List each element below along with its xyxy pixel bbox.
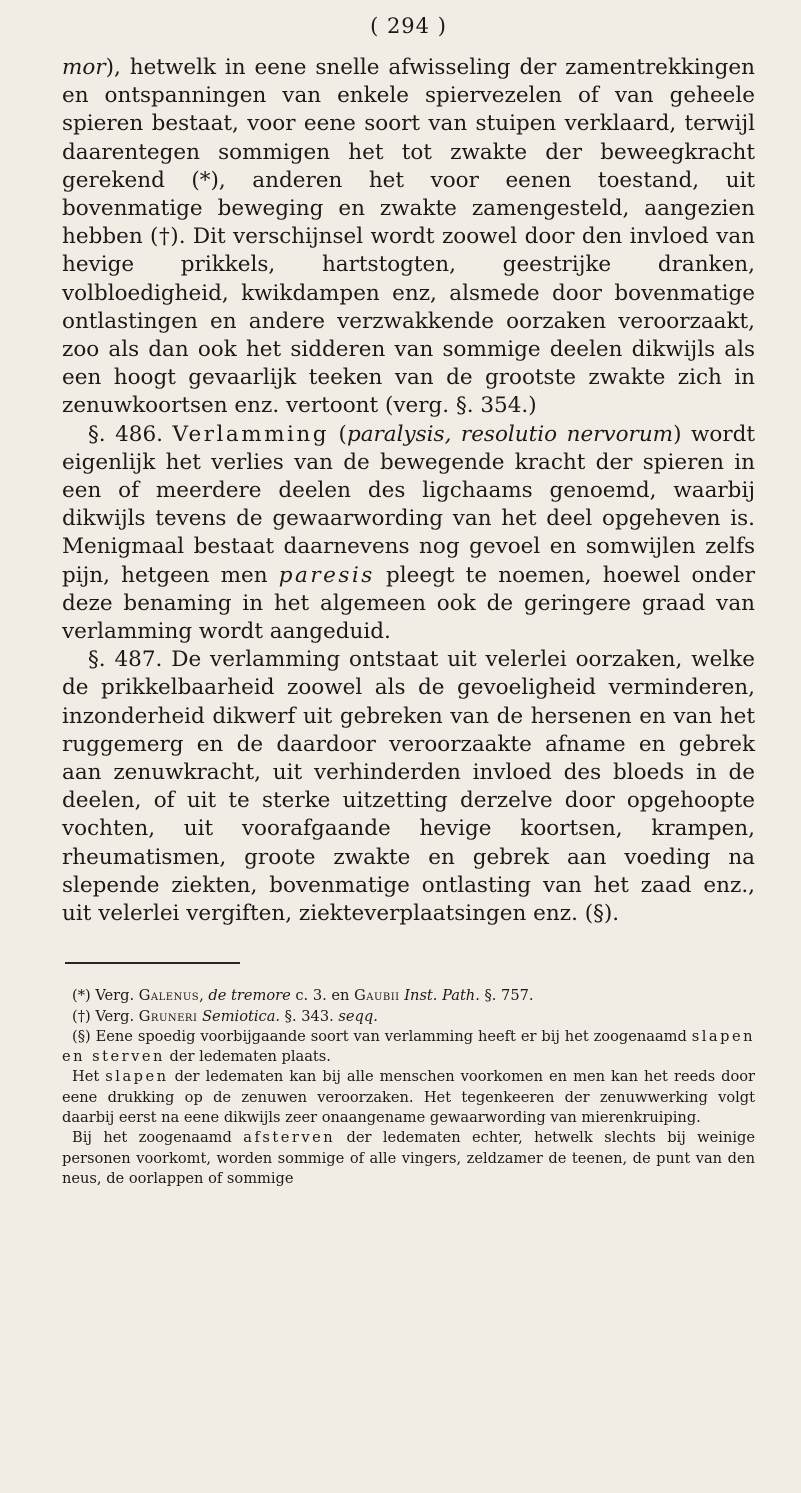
spaced-term: slapen en sterven — [62, 1027, 755, 1066]
paragraph-text: pleegt te noemen, hoewel onder deze benaming in het algemeen ook de geringere graad van verlamming wordt aangeduid. — [62, 562, 755, 645]
section-term: Verlamming — [172, 421, 330, 447]
footnote-text: der ledematen plaats. — [164, 1048, 331, 1066]
footnote-text: Het — [72, 1068, 106, 1086]
section-486 — [62, 421, 755, 647]
italic-term: paresis — [278, 562, 375, 588]
spaced-term: slapen — [105, 1068, 169, 1086]
page-number: ( 294 ) — [370, 14, 447, 38]
author-name: Galenus — [138, 987, 200, 1005]
footnote-divider — [65, 962, 240, 964]
paragraph-continued — [62, 54, 755, 421]
work-title: Semiotica. — [202, 1007, 281, 1025]
footnote-3-cont-1 — [62, 1067, 755, 1128]
work-title: de tremore — [208, 987, 291, 1005]
footnotes — [62, 986, 755, 1189]
footnote-text: der ledematen kan bij alle menschen voorkomen en men kan het reeds door eene drukking op de zenuwen veroorzaken. Het tegenkeeren der zenuwwerking volgt daarbij eerst na eene dikwijls zeer onaangename gewaarwording van mierenkruiping. — [62, 1068, 755, 1127]
section-487 — [62, 646, 755, 928]
footnote-text: §. 343. — [280, 1007, 339, 1025]
italic-term: mor — [62, 55, 106, 80]
footnote-text: (§) Eene spoedig voorbijgaande soort van verlamming heeft er bij het zoogenaamd — [72, 1027, 692, 1045]
latin-term: paralysis, resolutio nervorum — [346, 421, 674, 447]
paragraph-text: ), hetwelk in eene snelle afwisseling der zamentrekkingen en ontspanningen van enkele spiervezelen of van geheele spieren bestaat, voor eene soort van stuipen verklaard, terwijl daarentegen sommigen het tot zwakte der beweegkracht gerekend (*), anderen het voor eenen toestand, uit bovenmatige beweging en zwakte zamengesteld, aangezien hebben (†). Dit verschijnsel wordt zoowel door den invloed van hevige prikkels, hartstogten, geestrijke dranken, volbloedigheid, kwikdampen enz, alsmede door bovenmatige ontlastingen en andere verzwakkende oorzaken veroorzaakt, zoo als dan ook het sidderen van sommige deelen dikwijls als een hoogt gevaarlijk teeken van de grootste zwakte zich in zenuwkoortsen enz. vertoont (verg. §. 354.) — [62, 55, 755, 419]
footnote-text: Bij het zoogenaamd — [72, 1129, 244, 1147]
footnote-text: seqq. — [338, 1007, 378, 1025]
spaced-term: afsterven — [243, 1129, 336, 1147]
paragraph-text: ) wordt eigenlijk het verlies van de bewegende kracht der spieren in een of meerdere deelen des ligchaams genoemd, waarbij dikwijls tevens de gewaarwording van het deel opgeheven is. Menigmaal bestaat daarnevens nog gevoel en somwijlen zelfs pijn, hetgeen men — [62, 421, 756, 588]
work-title: Inst. Path. — [404, 987, 480, 1005]
main-text — [62, 54, 755, 928]
footnote-3 — [62, 1027, 755, 1068]
footnote-3-cont-2 — [62, 1128, 755, 1189]
author-name: Gruneri — [138, 1007, 198, 1025]
footnote-text: , — [199, 987, 209, 1005]
footnote-text: (†) Verg. — [72, 1007, 139, 1025]
author-name: Gaubii — [354, 987, 400, 1005]
section-number: §. 486. — [88, 421, 173, 447]
footnote-text: der ledematen echter, hetwelk slechts bij weinige personen voorkomt, worden sommige of alle vingers, zeldzamer de teenen, de punt van den neus, de oorlappen of sommige — [62, 1129, 755, 1187]
footnote-text: §. 757. — [479, 987, 534, 1005]
paragraph-text: ( — [329, 421, 347, 447]
footnote-1 — [62, 986, 755, 1006]
footnote-text: (*) Verg. — [72, 987, 139, 1005]
paragraph-text: §. 487. De verlamming ontstaat uit velerlei oorzaken, welke de prikkelbaarheid zoowel als de gevoeligheid verminderen, inzonderheid dikwerf uit gebreken van de hersenen en van het ruggemerg en de daardoor veroorzaakte afname en gebrek aan zenuwkracht, uit verhinderden invloed des bloeds in de deelen, of uit te sterke uitzetting derzelve door opgehoopte vochten, uit voorafgaande hevige koortsen, krampen, rheumatismen, groote zwakte en gebrek aan voeding na slepende ziekten, bovenmatige ontlasting van het zaad enz., uit velerlei vergiften, ziekteverplaatsingen enz. (§). — [62, 647, 755, 927]
footnote-text: c. 3. en — [290, 987, 355, 1005]
footnote-2 — [62, 1007, 755, 1027]
